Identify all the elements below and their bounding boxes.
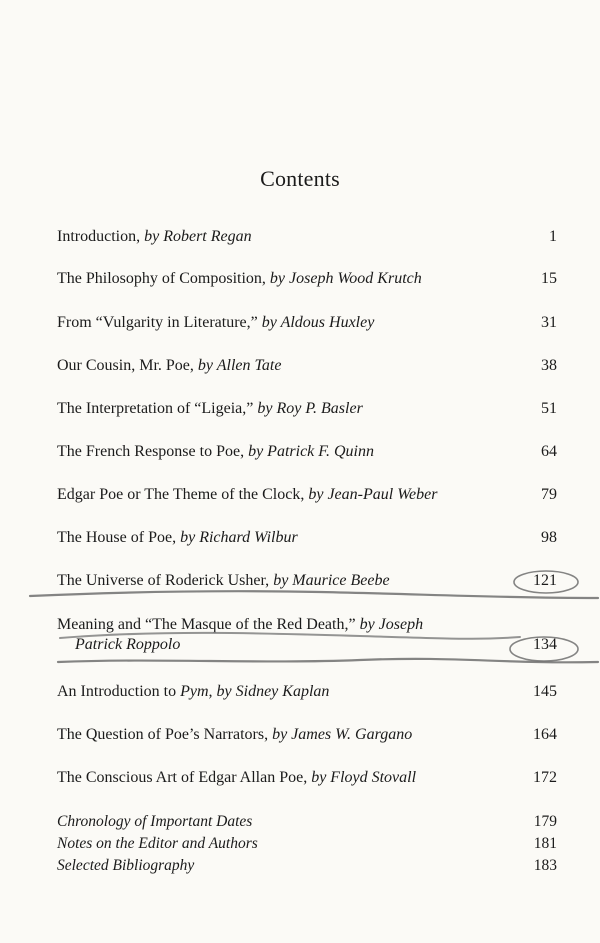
entry-author: by Richard Wilbur [180, 529, 298, 546]
entry-title: The Interpretation of “Ligeia,” [57, 400, 254, 417]
entry-page: 38 [541, 357, 557, 374]
entry-author: by Aldous Huxley [261, 314, 375, 331]
back-matter-item [57, 855, 557, 877]
entry-author: by James W. Gargano [272, 726, 413, 743]
toc-entry [57, 269, 557, 289]
entry-title: The French Response to Poe, [57, 443, 245, 460]
toc-entry [57, 768, 557, 788]
entry-page: 164 [533, 726, 557, 743]
page-title: Contents [260, 166, 340, 191]
toc-entry [57, 485, 557, 505]
back-matter-page: 181 [533, 835, 557, 852]
toc-entry [57, 725, 557, 745]
entry-author: by Jean-Paul Weber [308, 486, 438, 503]
entry-title: The Philosophy of Composition, [57, 270, 266, 287]
entry-page: 98 [541, 529, 557, 546]
back-matter-label: Selected Bibliography [57, 857, 195, 874]
entry-title: The Question of Poe’s Narrators, [57, 726, 269, 743]
entry-author: by Maurice Beebe [273, 572, 390, 589]
toc-entry [57, 313, 557, 333]
entry-author: by Sidney Kaplan [216, 683, 330, 700]
back-matter-item [57, 811, 557, 833]
toc-entry [57, 442, 557, 462]
entry-author: by Patrick F. Quinn [248, 443, 374, 460]
toc-entry [57, 356, 557, 376]
entry-page: 121 [533, 572, 557, 589]
entry-page: 15 [541, 270, 557, 287]
entry-page: 51 [541, 400, 557, 417]
entry-page: 31 [541, 314, 557, 331]
entry-page: 134 [533, 636, 557, 653]
entry-author: by Allen Tate [197, 357, 282, 374]
entry-author: by Roy P. Basler [257, 400, 363, 417]
back-matter-item [57, 833, 557, 855]
toc-entry [57, 571, 557, 591]
toc-entry [57, 528, 557, 548]
pencil-underline-3 [58, 659, 598, 662]
entry-title: An Introduction to [57, 683, 181, 700]
entry-title: The Universe of Roderick Usher, [57, 572, 270, 589]
entry-title: Meaning and “The Masque of the Red Death,” [57, 616, 356, 633]
entry-author: by Joseph Wood Krutch [269, 270, 422, 287]
entry-title: Our Cousin, Mr. Poe, [57, 357, 194, 374]
entry-title: The Conscious Art of Edgar Allan Poe, [57, 769, 308, 786]
entry-author-part1: by Joseph [359, 616, 424, 633]
toc-entry [57, 227, 557, 247]
back-matter-label: Notes on the Editor and Authors [57, 835, 258, 852]
entry-page: 64 [541, 443, 557, 460]
entry-title: Introduction, [57, 228, 141, 245]
pencil-underline-1 [30, 591, 598, 598]
entry-page: 145 [533, 683, 557, 700]
entry-title-italic: Pym, [180, 683, 213, 700]
toc-entry [57, 682, 557, 702]
back-matter-label: Chronology of Important Dates [57, 813, 253, 830]
entry-author: by Floyd Stovall [311, 769, 417, 786]
entry-author: by Robert Regan [144, 228, 252, 245]
entry-title: The House of Poe, [57, 529, 177, 546]
entry-title: Edgar Poe or The Theme of the Clock, [57, 486, 305, 503]
entry-page: 1 [549, 228, 557, 245]
entry-page: 79 [541, 486, 557, 503]
back-matter-page: 183 [533, 857, 557, 874]
entry-title: From “Vulgarity in Literature,” [57, 314, 258, 331]
back-matter-list [57, 811, 557, 877]
back-matter-page: 179 [533, 813, 557, 830]
entry-page: 172 [533, 769, 557, 786]
entry-author-part2: Patrick Roppolo [75, 636, 181, 653]
toc-entry [57, 399, 557, 419]
toc-entry-multiline [57, 615, 557, 655]
